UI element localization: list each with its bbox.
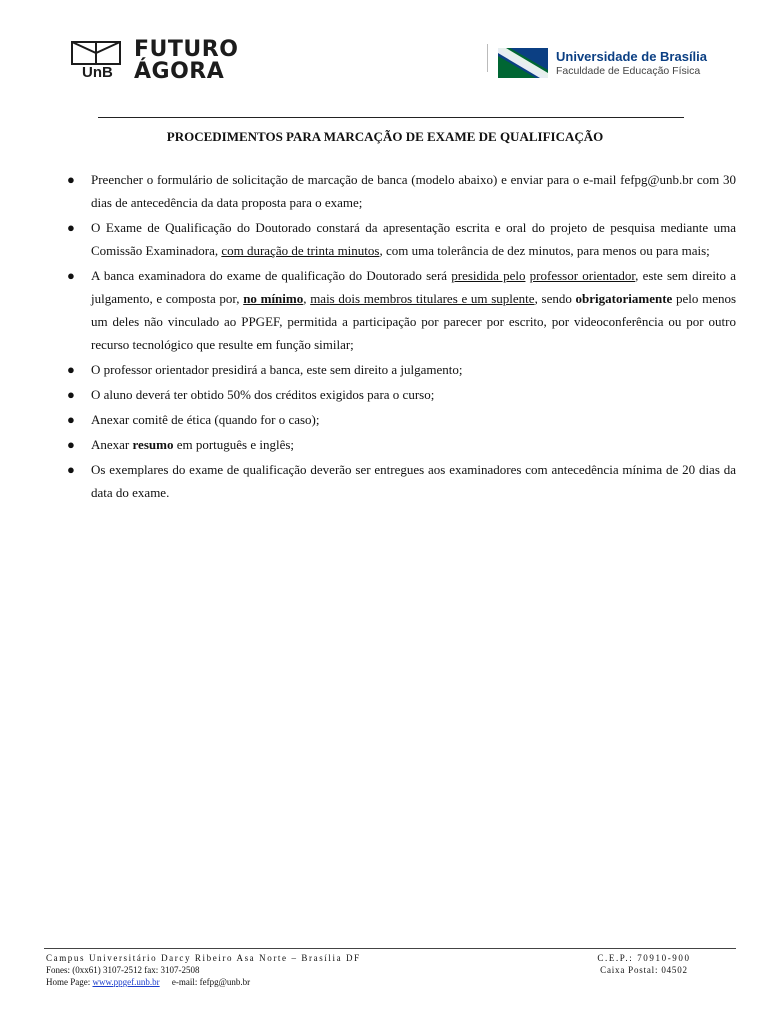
homepage-label: Home Page: bbox=[46, 977, 93, 987]
homepage-link[interactable]: www.ppgef.unb.br bbox=[92, 977, 160, 987]
footer-phones: Fones: (0xx61) 3107-2512 fax: 3107-2508 bbox=[46, 965, 200, 975]
bullet-icon: ● bbox=[67, 387, 75, 402]
bullet-icon: ● bbox=[67, 268, 75, 283]
unb-abbreviation: UnB bbox=[82, 64, 113, 81]
bold-underlined-text: no mínimo bbox=[243, 291, 304, 306]
header-rule bbox=[98, 117, 684, 118]
underlined-text: professor orientador bbox=[529, 268, 636, 283]
bullet-icon: ● bbox=[67, 362, 75, 377]
faculty-name: Faculdade de Educação Física bbox=[556, 65, 701, 77]
list-item: ● Preencher o formulário de solicitação de marcação de banca (modelo abaixo) e enviar para o e-mail fefpg@unb.br com 30 dias de antecedência da data proposta para o exame; bbox=[58, 168, 736, 214]
bullet-icon: ● bbox=[67, 172, 75, 187]
procedures-list-container bbox=[58, 168, 736, 506]
bullet-icon: ● bbox=[67, 437, 75, 452]
footer-contact bbox=[46, 952, 526, 988]
list-item: ● Anexar comitê de ética (quando for o caso); bbox=[58, 408, 736, 431]
unb-flag-icon bbox=[498, 48, 548, 78]
bold-text: resumo bbox=[132, 437, 174, 452]
underlined-text: com duração de trinta minutos bbox=[221, 243, 380, 258]
futuro-agora-logo bbox=[134, 37, 239, 84]
footer-web bbox=[46, 976, 526, 988]
underlined-text: presidida pelo bbox=[451, 268, 526, 283]
bullet-icon: ● bbox=[67, 220, 75, 235]
footer-postal bbox=[554, 952, 734, 976]
letterhead bbox=[70, 36, 730, 96]
bold-text: obrigatoriamente bbox=[575, 291, 673, 306]
list-item: ● Os exemplares do exame de qualificação deverão ser entregues aos examinadores com antecedência mínima de 20 dias da data do exame. bbox=[58, 458, 736, 504]
footer-caixa-postal: Caixa Postal: 04502 bbox=[600, 965, 688, 975]
footer-cep: C.E.P.: 70910-900 bbox=[597, 953, 691, 963]
list-item: ● A banca examinadora do exame de qualificação do Doutorado será presidida pelo professor orientador, este sem direito a julgamento, e composta por, no mínimo, mais dois membros titulares e um suplente, sendo obrigatoriamente pelo menos um deles não vinculado ao PPGEF, permitida a participação por parecer por escrito, por videoconferência ou por outro recurso tecnológico que resulte em função similar; bbox=[58, 264, 736, 356]
list-item: ● O aluno deverá ter obtido 50% dos créditos exigidos para o curso; bbox=[58, 383, 736, 406]
list-item: ● O professor orientador presidirá a banca, este sem direito a julgamento; bbox=[58, 358, 736, 381]
footer-rule bbox=[44, 948, 736, 949]
bullet-icon: ● bbox=[67, 412, 75, 427]
procedures-list bbox=[58, 168, 736, 504]
footer-email: e-mail: fefpg@unb.br bbox=[171, 977, 251, 987]
list-item: ● O Exame de Qualificação do Doutorado constará da apresentação escrita e oral do projeto de pesquisa mediante uma Comissão Examinadora, com duração de trinta minutos, com uma tolerância de dez minutos, para menos ou para mais; bbox=[58, 216, 736, 262]
bullet-icon: ● bbox=[67, 462, 75, 477]
underlined-text: mais dois membros titulares e um suplente bbox=[310, 291, 535, 306]
futuro-text: FUTURO bbox=[134, 37, 239, 62]
list-item: ● Anexar resumo em português e inglês; bbox=[58, 433, 736, 456]
university-name: Universidade de Brasília bbox=[556, 49, 708, 64]
footer-address: Campus Universitário Darcy Ribeiro Asa Norte – Brasília DF bbox=[46, 953, 361, 963]
header-divider bbox=[487, 44, 488, 72]
agora-text: ÁGORA bbox=[134, 59, 225, 84]
document-title: PROCEDIMENTOS PARA MARCAÇÃO DE EXAME DE QUALIFICAÇÃO bbox=[166, 129, 604, 144]
